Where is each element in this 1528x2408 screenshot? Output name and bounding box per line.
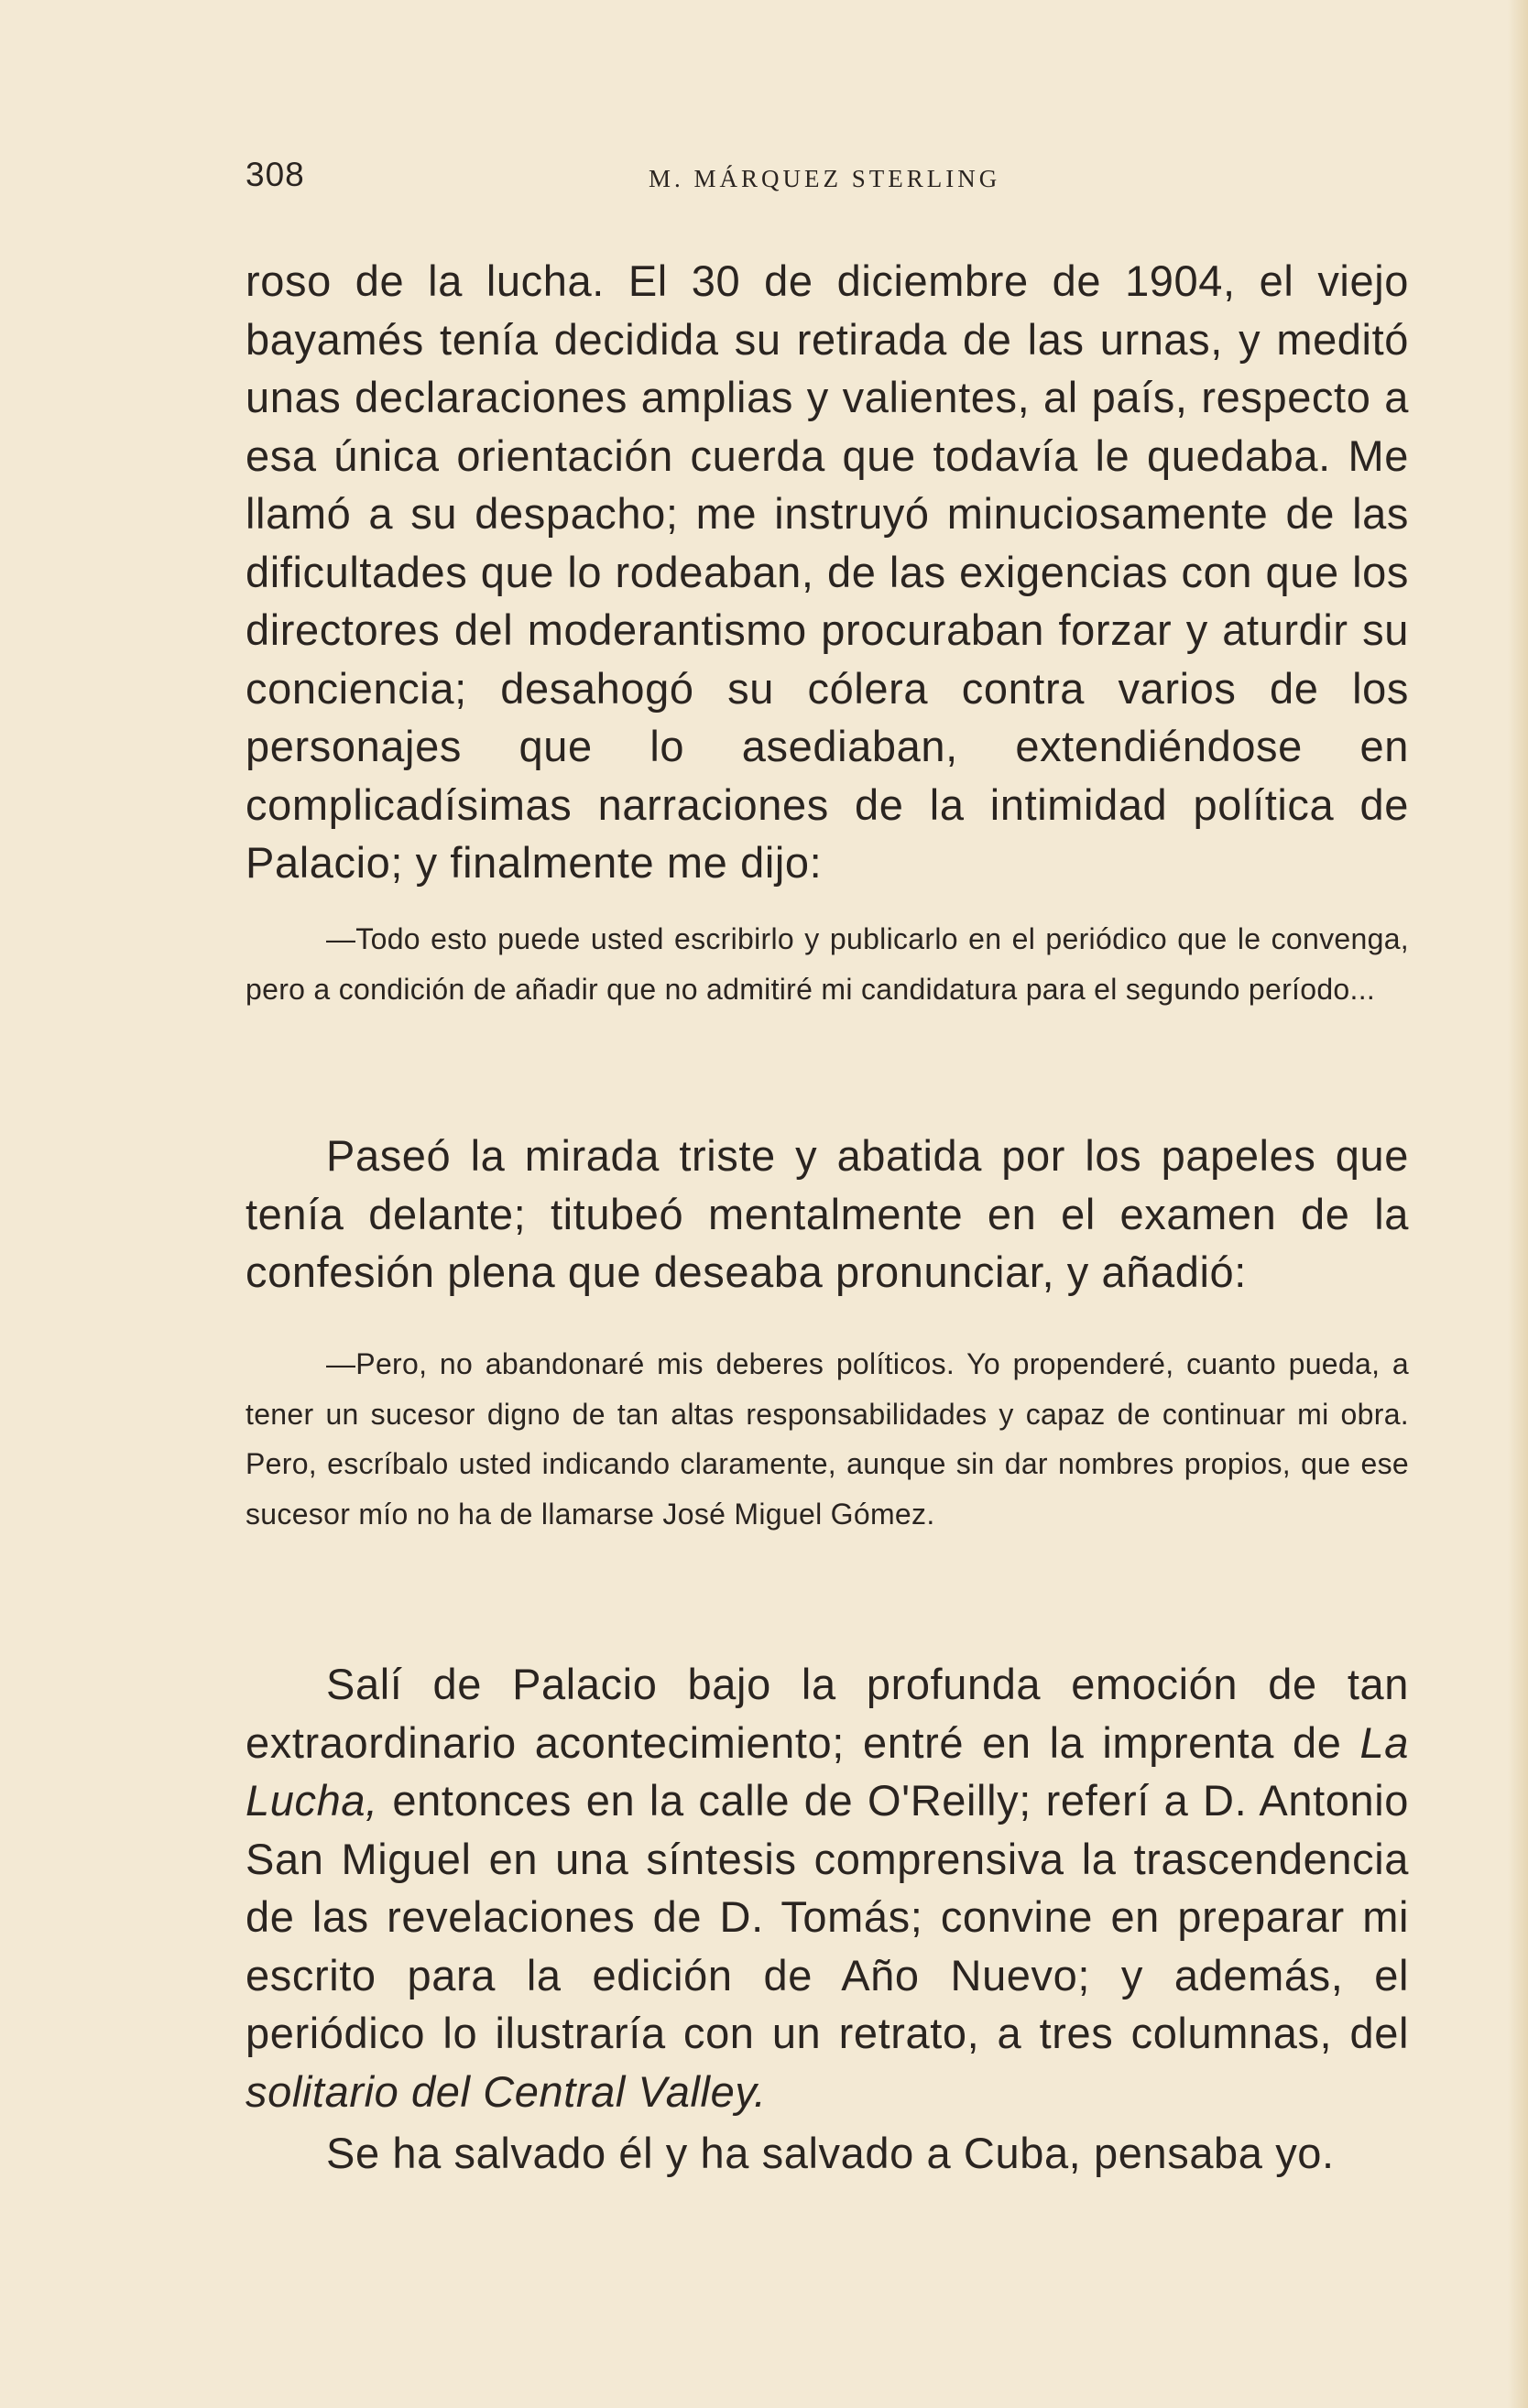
running-title: M. MÁRQUEZ STERLING [649, 165, 1001, 192]
running-head [246, 156, 1409, 202]
paragraph-3-part-2: entonces en la calle de O'Reilly; referí a D. Antonio San Miguel en una síntesis comprensiva la trascendencia de las revelaciones de D. Tomás; convine en preparar mi escrito para la edición de Año Nuevo; y además, el periódico lo ilustraría con un retrato, a tres columnas, del [246, 1776, 1409, 2057]
quote-2-block [246, 1339, 1409, 1539]
quote-1-block [246, 914, 1409, 1014]
paragraph-1: roso de la lucha. El 30 de diciembre de 1904, el viejo bayamés tenía decidida su retirada de las urnas, y meditó unas declaraciones amplias y valientes, al país, respecto a esa única orientación cuerda que todavía le quedaba. Me llamó a su despacho; me instruyó minuciosamente de las dificultades que lo rodeaban, de las exigencias con que los directores del moderantismo procuraban forzar y aturdir su conciencia; desahogó su cólera contra varios de los personajes que lo asediaban, extendiéndose en complicadísimas narraciones de la intimidad política de Palacio; y finalmente me dijo: [246, 256, 1409, 887]
paragraph-4-block [246, 2124, 1409, 2183]
quote-2: —Pero, no abandonaré mis deberes políticos. Yo propenderé, cuanto pueda, a tener un sucesor digno de tan altas responsabilidades y capaz de continuar mi obra. Pero, escríbalo usted indicando claramente, aunque sin dar nombres propios, que ese sucesor mío no ha de llamarse José Miguel Gómez. [246, 1347, 1409, 1531]
page-edge-shadow [1508, 0, 1528, 2408]
paragraph-3-part-1: Salí de Palacio bajo la profunda emoción de tan extraordinario acontecimiento; entré en la imprenta de [246, 1660, 1409, 1767]
paragraph-3 [246, 1655, 1409, 2120]
newspaper-title-la-lucha: La Lucha, [246, 1717, 1409, 1825]
solitario-phrase: solitario del Central Valley. [246, 2066, 767, 2116]
paragraph-2-block [246, 1127, 1409, 1302]
paragraph-2: Paseó la mirada triste y abatida por los papeles que tenía delante; titubeó mentalmente en el examen de la confesión plena que deseaba pronunciar, y añadió: [246, 1131, 1409, 1296]
paragraph-4: Se ha salvado él y ha salvado a Cuba, pensaba yo. [326, 2129, 1335, 2177]
quote-1: —Todo esto puede usted escribirlo y publicarlo en el periódico que le convenga, pero a condición de añadir que no admitiré mi candidatura para el segundo período... [246, 922, 1409, 1006]
paragraph-3-block [246, 1655, 1409, 2120]
paragraph-1-block [246, 252, 1409, 892]
page-number: 308 [246, 156, 305, 193]
